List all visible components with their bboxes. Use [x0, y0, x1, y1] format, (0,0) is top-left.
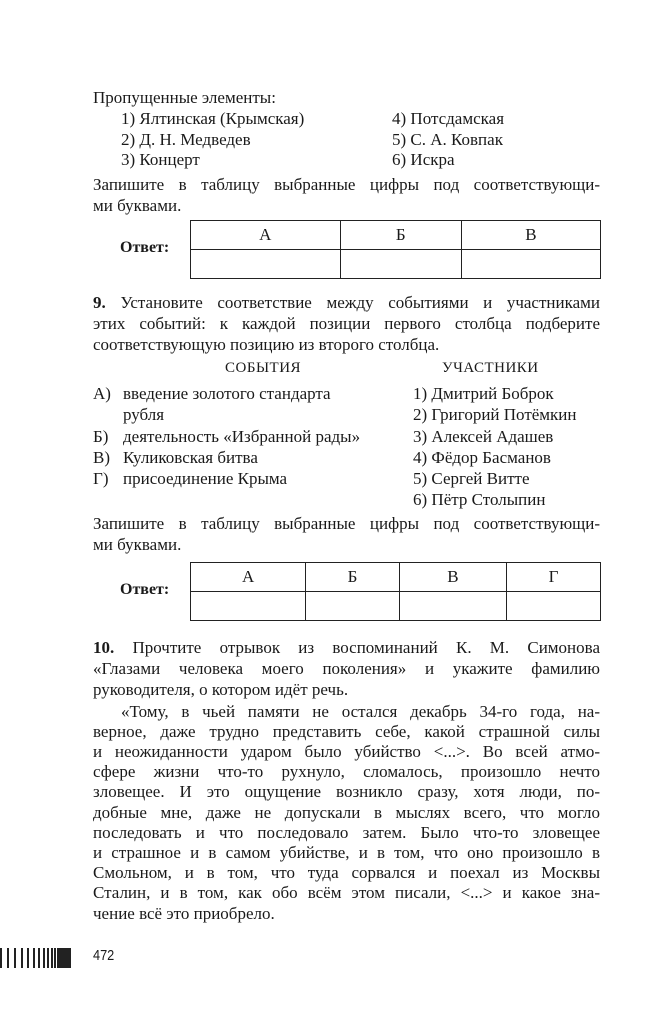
page-number: 472 [93, 947, 115, 964]
quote-line: добные мне, даже не допускали в мыслях всего, что могло [93, 803, 600, 822]
question-10-line: руководителя, о котором идёт речь. [93, 680, 349, 699]
quote-line: сфере жизни что-то рухнуло, сломалось, произошло нечто [93, 762, 600, 781]
event-text: деятельность «Избранной рады» [123, 427, 361, 446]
question-10-line: «Глазами человека моего поколения» и укажите фамилию [93, 659, 600, 678]
question-9-line [93, 293, 600, 313]
participants-header: УЧАСТНИКИ [442, 360, 539, 376]
column-header: В [461, 221, 600, 250]
answer-cell[interactable] [399, 592, 506, 621]
answer-cell[interactable] [306, 592, 399, 621]
question-text: Прочтите отрывок из воспоминаний К. М. Симонова [132, 638, 600, 657]
event-letter: Б) [93, 427, 109, 446]
option: 3) Концерт [121, 150, 200, 169]
question-9-line: соответствующую позицию из второго столбца. [93, 335, 440, 354]
quote-line: верное, даже трудно представить себе, какой страшной силы [93, 722, 600, 741]
participant: 2) Григорий Потёмкин [413, 405, 577, 424]
column-header: В [399, 563, 506, 592]
quote-line: зловещее. И это ощущение возникло сразу, хотя люди, по- [93, 782, 600, 801]
answer-label: Ответ: [120, 581, 170, 598]
option: 6) Искра [392, 150, 455, 169]
instruction-line: Запишите в таблицу выбранные цифры под соответствующи- [93, 175, 600, 194]
quote-line: чение всё это приобрело. [93, 904, 275, 923]
question-number: 9. [93, 293, 106, 312]
event-letter: В) [93, 448, 110, 467]
answer-label: Ответ: [120, 239, 170, 256]
column-header: Б [306, 563, 399, 592]
event-letter: Г) [93, 469, 109, 488]
answer-cell[interactable] [191, 592, 306, 621]
question-text: Установите соответствие между событиями и участниками [120, 293, 600, 312]
option: 4) Потсдамская [392, 109, 505, 128]
participant: 3) Алексей Адашев [413, 427, 554, 446]
page-barcode-decoration [0, 948, 82, 968]
quote-line: «Тому, в чьей памяти не остался декабрь 34-го года, на- [121, 702, 600, 721]
participant: 4) Фёдор Басманов [413, 448, 551, 467]
quote-line: последовать и что последовало затем. Было что-то зловещее [93, 823, 600, 842]
question-number: 10. [93, 638, 115, 657]
column-header: Б [340, 221, 461, 250]
event-text: Куликовская битва [123, 448, 258, 467]
answer-cell[interactable] [461, 250, 600, 279]
answer-table-q9 [190, 562, 601, 621]
events-header: СОБЫТИЯ [225, 360, 302, 376]
column-header: А [191, 563, 306, 592]
instruction-line: ми буквами. [93, 196, 182, 215]
answer-cell[interactable] [340, 250, 461, 279]
answer-cell[interactable] [506, 592, 600, 621]
event-text: рубля [123, 405, 165, 424]
column-header: Г [506, 563, 600, 592]
event-text: присоединение Крыма [123, 469, 288, 488]
participant: 6) Пётр Столыпин [413, 490, 546, 509]
quote-line: Смольном, и в том, что туда сорвался и поехал из Москвы [93, 863, 600, 882]
instruction-line: ми буквами. [93, 535, 182, 554]
missing-elements-label: Пропущенные элементы: [93, 88, 276, 107]
option: 1) Ялтинская (Крымская) [121, 109, 305, 128]
participant: 1) Дмитрий Боброк [413, 384, 554, 403]
event-text: введение золотого стандарта [123, 384, 331, 403]
participant: 5) Сергей Витте [413, 469, 530, 488]
column-header: А [191, 221, 341, 250]
option: 5) С. А. Ковпак [392, 130, 503, 149]
answer-cell[interactable] [191, 250, 341, 279]
instruction-line: Запишите в таблицу выбранные цифры под соответствующи- [93, 514, 600, 533]
question-10-line [93, 638, 600, 658]
question-9-line: этих событий: к каждой позиции первого столбца подберите [93, 314, 600, 333]
answer-table-q8 [190, 220, 601, 279]
quote-line: и страшное и в самом убийстве, и в том, что оно произошло в [93, 843, 600, 862]
quote-line: Сталин, и в том, как обо всём этом писали, <...> и какое зна- [93, 883, 600, 902]
option: 2) Д. Н. Медведев [121, 130, 251, 149]
quote-line: и неожиданности ударом было убийство <...>. Во всей атмо- [93, 742, 600, 761]
event-letter: А) [93, 384, 111, 403]
